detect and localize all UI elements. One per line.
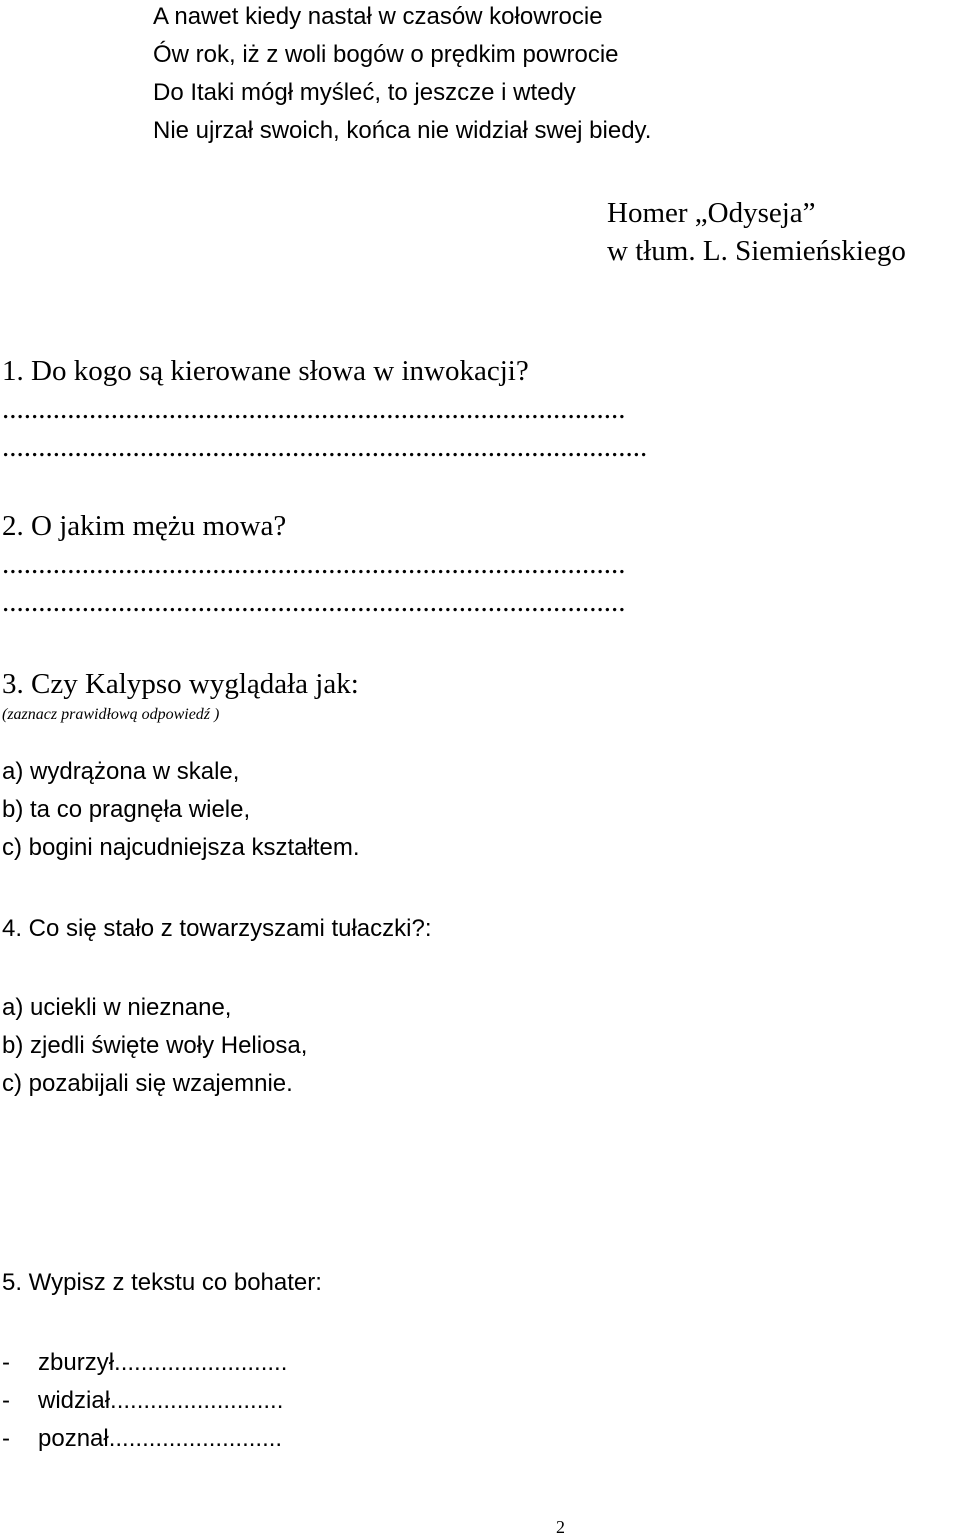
poem-line: A nawet kiedy nastał w czasów kołowrocie: [153, 3, 603, 30]
dash: -: [2, 1387, 10, 1414]
attribution-translator: w tłum. L. Siemieńskiego: [607, 235, 906, 267]
poem-line: Ów rok, iż z woli bogów o prędkim powrocie: [153, 41, 619, 68]
question-1: [2, 352, 647, 466]
answer-line: ......................................................................................: [2, 586, 626, 618]
option-b: b) zjedli święte woły Heliosa,: [2, 1032, 308, 1059]
question-5-text: 5. Wypisz z tekstu co bohater:: [2, 1269, 322, 1296]
dash: -: [2, 1425, 10, 1452]
question-2-text: 2. O jakim mężu mowa?: [2, 510, 287, 542]
attribution: [607, 194, 906, 270]
answer-line: ......................................................................................: [2, 393, 626, 425]
poem-line: Do Itaki mógł myśleć, to jeszcze i wtedy: [153, 79, 576, 106]
question-1-text: 1. Do kogo są kierowane słowa w inwokacji?: [2, 355, 529, 387]
poem-line: Nie ujrzał swoich, końca nie widział swej biedy.: [153, 117, 652, 144]
question-3-text: 3. Czy Kalypso wyglądała jak:: [2, 668, 359, 700]
list-item-text: poznał..........................: [38, 1425, 283, 1452]
option-a: a) uciekli w nieznane,: [2, 994, 232, 1021]
option-c: c) pozabijali się wzajemnie.: [2, 1070, 293, 1097]
option-a: a) wydrążona w skale,: [2, 758, 240, 785]
option-c: c) bogini najcudniejsza kształtem.: [2, 834, 360, 861]
poem: [153, 0, 651, 150]
page-number: 2: [556, 1517, 565, 1537]
question-3-note: (zaznacz prawidłową odpowiedź ): [2, 706, 220, 723]
list-item: [2, 1382, 287, 1420]
question-4-options: [2, 989, 307, 1103]
dash: -: [2, 1349, 10, 1376]
answer-line: .........................................................................................: [2, 431, 648, 463]
question-2: [2, 507, 626, 621]
question-3-options: [2, 753, 360, 867]
option-b: b) ta co pragnęła wiele,: [2, 796, 251, 823]
list-item-text: widział..........................: [38, 1387, 284, 1414]
list-item: [2, 1420, 287, 1458]
list-item: [2, 1344, 287, 1382]
attribution-author-title: Homer „Odyseja”: [607, 197, 816, 229]
question-5-items: [2, 1344, 287, 1458]
question-4-text: 4. Co się stało z towarzyszami tułaczki?:: [2, 915, 432, 942]
list-item-text: zburzył..........................: [38, 1349, 288, 1376]
answer-line: ......................................................................................: [2, 548, 626, 580]
